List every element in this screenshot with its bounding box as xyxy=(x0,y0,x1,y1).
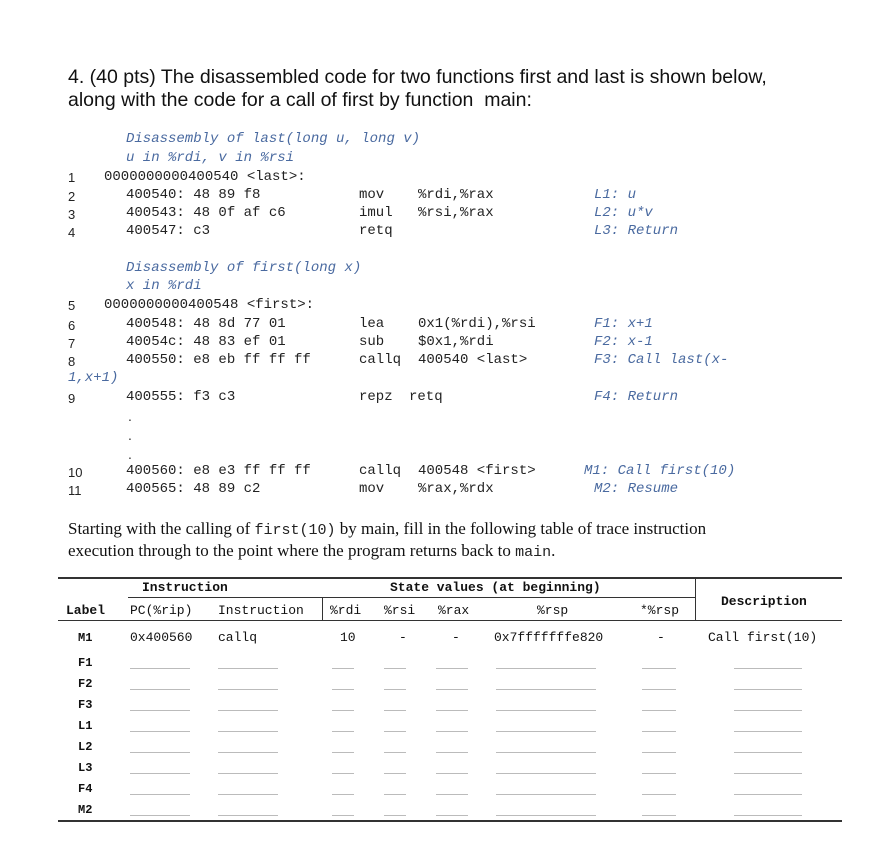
last-title: Disassembly of last(long u, long v) xyxy=(126,131,421,147)
cell-rsp-blank[interactable] xyxy=(496,689,596,690)
header-state-group: State values (at beginning) xyxy=(390,580,601,595)
cell-instruction-blank[interactable] xyxy=(218,731,278,732)
row-label: L2 xyxy=(78,740,93,754)
header-instruction: Instruction xyxy=(218,603,304,618)
line-number: 2 xyxy=(68,189,76,204)
cell-deref-rsp-blank[interactable] xyxy=(642,710,676,711)
code-address: 400543: 48 0f af c6 xyxy=(126,205,286,221)
cell-description-blank[interactable] xyxy=(734,794,802,795)
code-comment-wrap: 1,x+1) xyxy=(68,370,119,386)
code-mnemonic: mov xyxy=(359,187,385,203)
cell-instruction: callq xyxy=(218,630,258,645)
row-label: F2 xyxy=(78,677,93,691)
row-label: F1 xyxy=(78,656,93,670)
header-label: Label xyxy=(66,603,106,618)
header-description: Description xyxy=(721,594,807,609)
code-comment: F1: x+1 xyxy=(594,316,653,332)
line-number: 3 xyxy=(68,207,76,222)
cell-rsp-blank[interactable] xyxy=(496,752,596,753)
cell-rsp-blank[interactable] xyxy=(496,731,596,732)
code-operands: %rsi,%rax xyxy=(418,205,494,221)
cell-instruction-blank[interactable] xyxy=(218,752,278,753)
cell-rax-blank[interactable] xyxy=(436,710,468,711)
row-label: M1 xyxy=(78,631,93,645)
line-number: 1 xyxy=(68,170,76,185)
code-operands: %rdi,%rax xyxy=(418,187,494,203)
cell-description-blank[interactable] xyxy=(734,668,802,669)
header-rdi: %rdi xyxy=(330,603,362,618)
cell-rax: - xyxy=(452,630,460,645)
cell-pc-blank[interactable] xyxy=(130,689,190,690)
first-args: x in %rdi xyxy=(126,278,202,294)
code-comment: L2: u*v xyxy=(594,205,653,221)
code-mnemonic: mov xyxy=(359,481,385,497)
code-operands: 400548 <first> xyxy=(418,463,536,479)
line-number: 10 xyxy=(68,465,83,480)
cell-rsi: - xyxy=(399,630,407,645)
cell-deref-rsp-blank[interactable] xyxy=(642,794,676,795)
code-address: 400560: e8 e3 ff ff ff xyxy=(126,463,311,479)
last-args: u in %rdi, v in %rsi xyxy=(126,150,295,166)
ellipsis-dot: . xyxy=(128,427,132,443)
header-instruction-group: Instruction xyxy=(142,580,228,595)
cell-description-blank[interactable] xyxy=(734,710,802,711)
code-address: 400555: f3 c3 xyxy=(126,389,236,405)
code-address: 400565: 48 89 c2 xyxy=(126,481,261,497)
cell-rdi-blank[interactable] xyxy=(332,731,354,732)
header-pc: PC(%rip) xyxy=(130,603,193,618)
cell-deref-rsp-blank[interactable] xyxy=(642,773,676,774)
cell-rsp-blank[interactable] xyxy=(496,815,596,816)
line-number: 7 xyxy=(68,336,76,351)
header-rsi: %rsi xyxy=(384,603,416,618)
cell-deref-rsp-blank[interactable] xyxy=(642,815,676,816)
cell-rax-blank[interactable] xyxy=(436,668,468,669)
ellipsis-dot: . xyxy=(128,408,132,424)
code-mnemonic: callq xyxy=(359,463,402,479)
code-operands: 400540 <last> xyxy=(418,352,528,368)
cell-rdi-blank[interactable] xyxy=(332,710,354,711)
row-label: F3 xyxy=(78,698,93,712)
cell-description-blank[interactable] xyxy=(734,731,802,732)
code-operands: %rax,%rdx xyxy=(418,481,494,497)
code-operands: 0x1(%rdi),%rsi xyxy=(418,316,536,332)
cell-rsp-blank[interactable] xyxy=(496,668,596,669)
cell-rdi-blank[interactable] xyxy=(332,773,354,774)
line-number: 5 xyxy=(68,298,76,313)
first-title: Disassembly of first(long x) xyxy=(126,260,362,276)
instructions-line-2: execution through to the point where the program returns back to main. xyxy=(68,541,556,561)
cell-rdi-blank[interactable] xyxy=(332,794,354,795)
line-number: 9 xyxy=(68,391,76,406)
cell-rsi-blank[interactable] xyxy=(384,731,406,732)
cell-deref-rsp-blank[interactable] xyxy=(642,752,676,753)
cell-description-blank[interactable] xyxy=(734,815,802,816)
cell-deref-rsp-blank[interactable] xyxy=(642,668,676,669)
code-address: 0000000000400540 <last>: xyxy=(104,169,306,185)
header-deref-rsp: *%rsp xyxy=(640,603,680,618)
cell-rsi-blank[interactable] xyxy=(384,773,406,774)
cell-instruction-blank[interactable] xyxy=(218,794,278,795)
cell-rsi-blank[interactable] xyxy=(384,689,406,690)
cell-rdi-blank[interactable] xyxy=(332,689,354,690)
code-mnemonic: repz xyxy=(359,389,393,405)
header-rax: %rax xyxy=(438,603,470,618)
cell-rsp-blank[interactable] xyxy=(496,794,596,795)
cell-pc-blank[interactable] xyxy=(130,794,190,795)
code-mnemonic: sub xyxy=(359,334,385,350)
cell-pc-blank[interactable] xyxy=(130,668,190,669)
code-address: 400540: 48 89 f8 xyxy=(126,187,261,203)
cell-rsi-blank[interactable] xyxy=(384,668,406,669)
cell-rax-blank[interactable] xyxy=(436,773,468,774)
cell-rsp-blank[interactable] xyxy=(496,710,596,711)
question-line-2: along with the code for a call of first by function main: xyxy=(68,89,532,111)
code-comment: L3: Return xyxy=(594,223,679,239)
row-label: L1 xyxy=(78,719,93,733)
cell-instruction-blank[interactable] xyxy=(218,815,278,816)
row-label: F4 xyxy=(78,782,93,796)
cell-rax-blank[interactable] xyxy=(436,794,468,795)
line-number: 6 xyxy=(68,318,76,333)
cell-description-blank[interactable] xyxy=(734,752,802,753)
cell-deref-rsp-blank[interactable] xyxy=(642,731,676,732)
cell-description-blank[interactable] xyxy=(734,689,802,690)
question-line-1: 4. (40 pts) The disassembled code for two functions first and last is shown below, xyxy=(68,66,767,88)
instructions-line-1: Starting with the calling of first(10) by main, fill in the following table of trace instruction xyxy=(68,519,707,539)
cell-deref-rsp-blank[interactable] xyxy=(642,689,676,690)
cell-pc-blank[interactable] xyxy=(130,710,190,711)
cell-rdi-blank[interactable] xyxy=(332,668,354,669)
code-address: 40054c: 48 83 ef 01 xyxy=(126,334,286,350)
cell-rsp-blank[interactable] xyxy=(496,773,596,774)
cell-rsi-blank[interactable] xyxy=(384,794,406,795)
code-comment: F3: Call last(x- xyxy=(594,352,729,368)
cell-rsi-blank[interactable] xyxy=(384,752,406,753)
cell-pc: 0x400560 xyxy=(130,630,193,645)
cell-pc-blank[interactable] xyxy=(130,752,190,753)
cell-rdi: 10 xyxy=(340,630,356,645)
cell-description-blank[interactable] xyxy=(734,773,802,774)
cell-rax-blank[interactable] xyxy=(436,815,468,816)
ellipsis-dot: . xyxy=(128,446,132,462)
code-address: 0000000000400548 <first>: xyxy=(104,297,315,313)
code-comment: L1: u xyxy=(594,187,637,203)
cell-rax-blank[interactable] xyxy=(436,689,468,690)
row-label: M2 xyxy=(78,803,93,817)
cell-instruction-blank[interactable] xyxy=(218,773,278,774)
code-operands: $0x1,%rdi xyxy=(418,334,494,350)
cell-instruction-blank[interactable] xyxy=(218,710,278,711)
code-mnemonic: lea xyxy=(359,316,385,332)
code-comment: M2: Resume xyxy=(594,481,679,497)
code-comment: F4: Return xyxy=(594,389,679,405)
code-address: 400548: 48 8d 77 01 xyxy=(126,316,286,332)
cell-rdi-blank[interactable] xyxy=(332,752,354,753)
code-mnemonic: imul xyxy=(359,205,393,221)
code-mnemonic: retq xyxy=(359,223,393,239)
cell-instruction-blank[interactable] xyxy=(218,668,278,669)
code-address: 400547: c3 xyxy=(126,223,211,239)
cell-rsi-blank[interactable] xyxy=(384,815,406,816)
row-label: L3 xyxy=(78,761,93,775)
cell-deref-rsp: - xyxy=(657,630,665,645)
line-number: 8 xyxy=(68,354,76,369)
cell-pc-blank[interactable] xyxy=(130,773,190,774)
cell-rdi-blank[interactable] xyxy=(332,815,354,816)
code-comment: M1: Call first(10) xyxy=(584,463,736,479)
cell-rax-blank[interactable] xyxy=(436,752,468,753)
cell-rsi-blank[interactable] xyxy=(384,710,406,711)
cell-pc-blank[interactable] xyxy=(130,731,190,732)
cell-rax-blank[interactable] xyxy=(436,731,468,732)
code-comment: F2: x-1 xyxy=(594,334,653,350)
code-address: 400550: e8 eb ff ff ff xyxy=(126,352,311,368)
line-number: 11 xyxy=(68,483,82,498)
cell-rsp: 0x7fffffffe820 xyxy=(494,630,604,645)
header-rsp: %rsp xyxy=(537,603,569,618)
code-operands: retq xyxy=(409,389,443,405)
cell-instruction-blank[interactable] xyxy=(218,689,278,690)
cell-pc-blank[interactable] xyxy=(130,815,190,816)
line-number: 4 xyxy=(68,225,76,240)
cell-description: Call first(10) xyxy=(708,630,818,645)
code-mnemonic: callq xyxy=(359,352,402,368)
